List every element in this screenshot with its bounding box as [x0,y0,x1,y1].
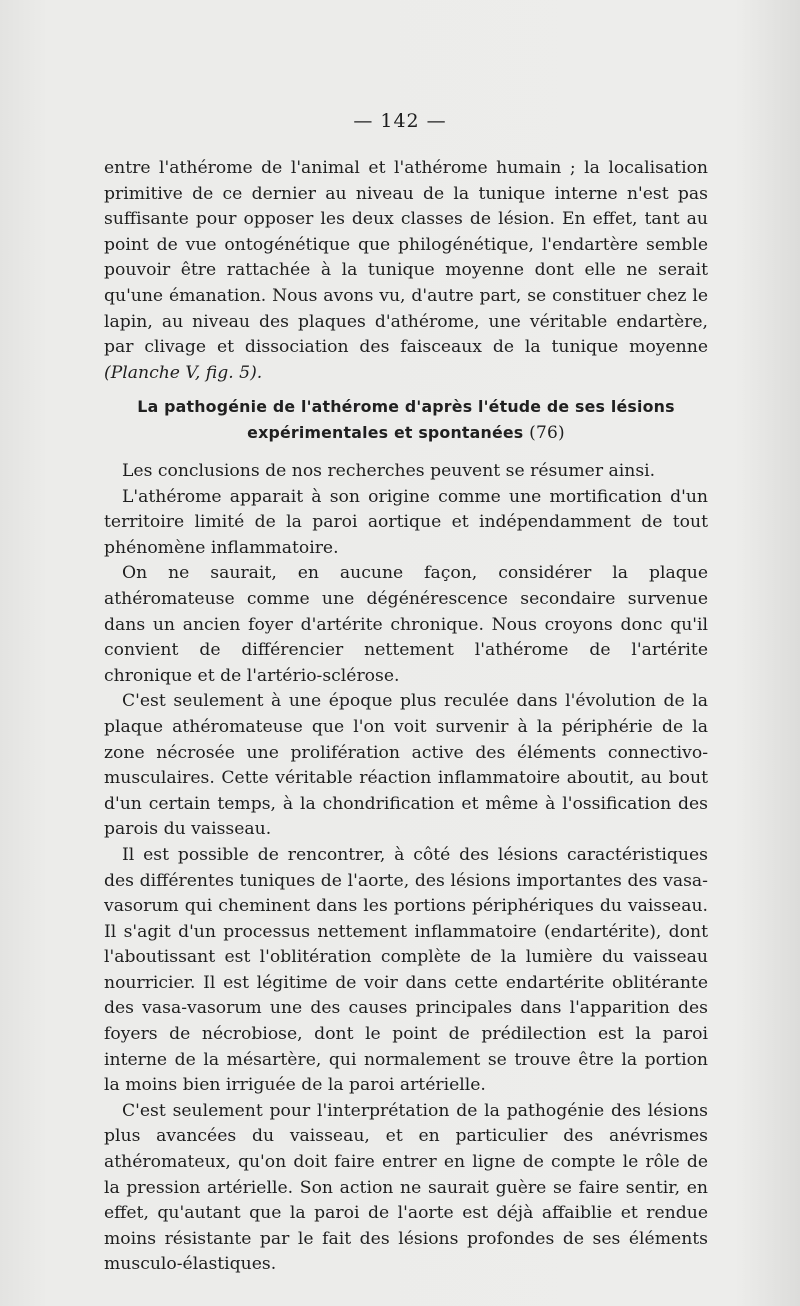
figure-reference: (Planche V, fig. 5). [104,362,263,383]
intro-paragraph-block [104,156,708,386]
body-text [104,459,708,1278]
page-number: — 142 — [353,110,447,132]
section-heading-line-2: expérimentales et spontanées [247,423,524,442]
section-heading-line-1: La pathogénie de l'athérome d'après l'étude de ses lésions [137,397,675,416]
paragraph-origin: L'athérome apparait à son origine comme une mortification d'un territoire limité de la paroi aortique et indépendamment de tout phénomène inflammatoire. [104,486,708,558]
section-heading-reference: (76) [529,423,565,443]
section-heading [104,394,708,446]
intro-text: entre l'athérome de l'animal et l'athérome humain ; la localisation primitive de ce dernier au niveau de la tunique interne n'est pas suffisante pour opposer les deux classes de lésion. En effet, tant au point de vue ontogénétique que philogénétique, l'endartère semble pouvoir être rattachée à la tunique moyenne dont elle ne serait qu'une émanation. Nous avons vu, d'autre part, se constituer chez le lapin, au niveau des plaques d'athérome, une véritable endartère, par clivage et dissociation des faisceaux de la tunique moyenne [104,158,708,358]
paragraph-differentiation: On ne saurait, en aucune façon, considérer la plaque athéromateuse comme une dégénérescence secondaire survenue dans un ancien foyer d'artérite chronique. Nous croyons donc qu'il convient de différencier nettement l'athérome de l'artérite chronique et de l'artério-sclérose. [104,563,708,686]
paragraph-pressure: C'est seulement pour l'interprétation de la pathogénie des lésions plus avancées du vaisseau, et en particulier des anévrismes athéromateux, qu'on doit faire entrer en ligne de compte le rôle de la pression artérielle. Son action ne saurait guère se faire sentir, en effet, qu'autant que la paroi de l'aorte est déjà affaiblie et rendue moins résistante par le fait des lésions profondes de ses éléments musculo-élastiques. [104,1100,708,1275]
paragraph-conclusions: Les conclusions de nos recherches peuvent se résumer ainsi. [122,461,656,481]
section-heading-line-2-wrapper [104,420,708,446]
paragraph-vasa-vasorum: Il est possible de rencontrer, à côté des lésions caractéristiques des différentes tuniques de l'aorte, des lésions importantes des vasa-vasorum qui cheminent dans les portions périphériques du vaisseau. Il s'agit d'un processus nettement inflammatoire (endartérite), dont l'aboutissant est l'oblitération complète de la lumière du vaisseau nourricier. Il est légitime de voir dans cette endartérite oblitérante des vasa-vasorum une des causes principales dans l'apparition des foyers de nécrobiose, dont le point de prédilection est la paroi interne de la mésartère, qui normalement se trouve être la portion la moins bien irriguée de la paroi artérielle. [104,844,708,1096]
paragraph-evolution: C'est seulement à une époque plus reculée dans l'évolution de la plaque athéromateuse que l'on voit survenir à la périphérie de la zone nécrosée une prolifération active des éléments connectivo-musculaires. Cette véritable réaction inflammatoire aboutit, au bout d'un certain temps, à la chondrification et même à l'ossification des parois du vaisseau. [104,691,708,840]
intro-paragraph [104,156,708,386]
